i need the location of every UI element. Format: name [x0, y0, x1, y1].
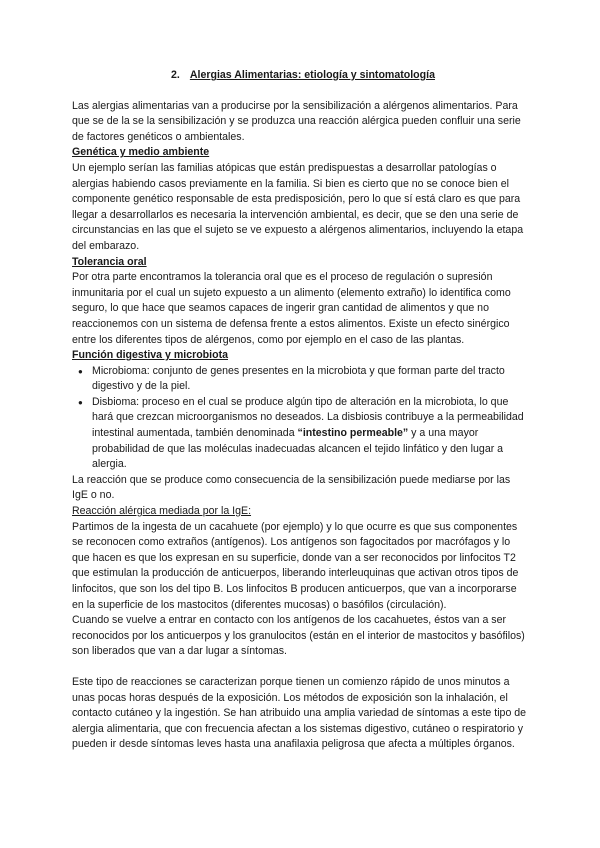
section-title-text: Alergias Alimentarias: etiología y sintomatología — [189, 69, 435, 81]
funcion-list — [72, 364, 528, 473]
list-item-disbioma — [92, 395, 528, 473]
disbioma-text-b: y a una mayor probabilidad de que las moléculas inadecuadas alcancen el tejido linfático y den lugar a alergia. — [92, 427, 504, 471]
funcion-heading: Función digestiva y microbiota — [72, 349, 228, 362]
intestino-permeable-term: “intestino permeable” — [297, 427, 409, 440]
funcion-closing-paragraph: La reacción que se produce como consecuencia de la sensibilización puede mediarse por las IgE o no. — [72, 473, 511, 502]
final-paragraph: Este tipo de reacciones se caracterizan porque tienen un comienzo rápido de unos minutos a unas pocas horas después de la exposición. Los métodos de exposición son la inhalación, el contacto cutáneo y la ingestión. Se han atribuido una amplia variedad de síntomas a este tipo de alergia alimentaria, que con frecuencia afectan a los sistemas digestivo, cutáneo o respiratorio y pueden ir desde síntomas leves hasta una anafilaxia peligrosa que afecta a múltiples órganos. — [72, 675, 527, 751]
paragraph-spacer — [72, 660, 528, 675]
section-number: 2. — [171, 69, 180, 81]
reaccion-paragraph-1: Partimos de la ingesta de un cacahuete (por ejemplo) y lo que ocurre es que sus componentes se reconocen como extraños (antígenos). Los antígenos son fagocitados por macrófagos y lo que hacen es que los expresan en su superficie, donde van a ser reconocidos por linfocitos T2 que estimulan la producción de anticuerpos, liberando interleuquinas que activan otros tipos de linfocitos, que son los del tipo B. Los linfocitos B producen anticuerpos, que van a incorporarse en la superficie de los mastocitos (diferentes mucosas) o basófilos (circulación). — [72, 520, 519, 611]
section-title — [72, 68, 528, 84]
disbioma-text-a: Disbioma: proceso en el cual se produce algún tipo de alteración en la microbiota, lo que hará que crezcan microorganismos no deseados. La disbiosis contribuye a la permeabilidad intestinal aumentada, también denominada — [92, 395, 524, 440]
genetica-heading: Genética y medio ambiente — [72, 146, 210, 159]
tolerancia-heading: Tolerancia oral — [72, 255, 147, 268]
genetica-paragraph: Un ejemplo serían las familias atópicas que están predispuestas a desarrollar patologías o alergias habiendo casos previamente en la familia. Si bien es cierto que no se conoce bien el componente genético responsable de esta predisposición, pero lo que sí está claro es que para llegar a desarrollarlos es necesaria la intervención ambiental, es decir, que se den una serie de circunstancias en las que el sujeto se ve expuesto a alérgenos alimentarios, incluyendo la etapa del embarazo. — [72, 161, 524, 252]
reaccion-heading: Reacción alérgica mediada por la IgE: — [72, 505, 252, 518]
list-item-microbioma: ● Microbioma: conjunto de genes presentes en la microbiota y que forman parte del tracto digestivo y de la piel. — [92, 364, 528, 395]
reaccion-paragraph-2: Cuando se vuelve a entrar en contacto con los antígenos de los cacahuetes, éstos van a ser reconocidos por los anticuerpos y los granulocitos (están en el interior de mastocitos y basófilos) son liberados que van a dar lugar a síntomas. — [72, 614, 525, 658]
document-page — [72, 68, 528, 753]
tolerancia-paragraph: Por otra parte encontramos la tolerancia oral que es el proceso de regulación o supresión inmunitaria por el cual un sujeto expuesto a un alimento (elemento extraño) lo identifica como seguro, lo que hace que seamos capaces de ingerir gran cantidad de alimentos y que no reaccionemos con un sistema de defensa frente a estos alimentos. Existe un efecto sinérgico entre los diferentes tipos de alérgenos, como por ejemplo en el caso de las plantas. — [72, 271, 511, 346]
intro-paragraph: Las alergias alimentarias van a producirse por la sensibilización a alérgenos alimentarios. Para que se de la se la sensibilización y se produzca una reacción alérgica pueden confluir una serie de factores genéticos o ambientales. — [72, 99, 521, 143]
